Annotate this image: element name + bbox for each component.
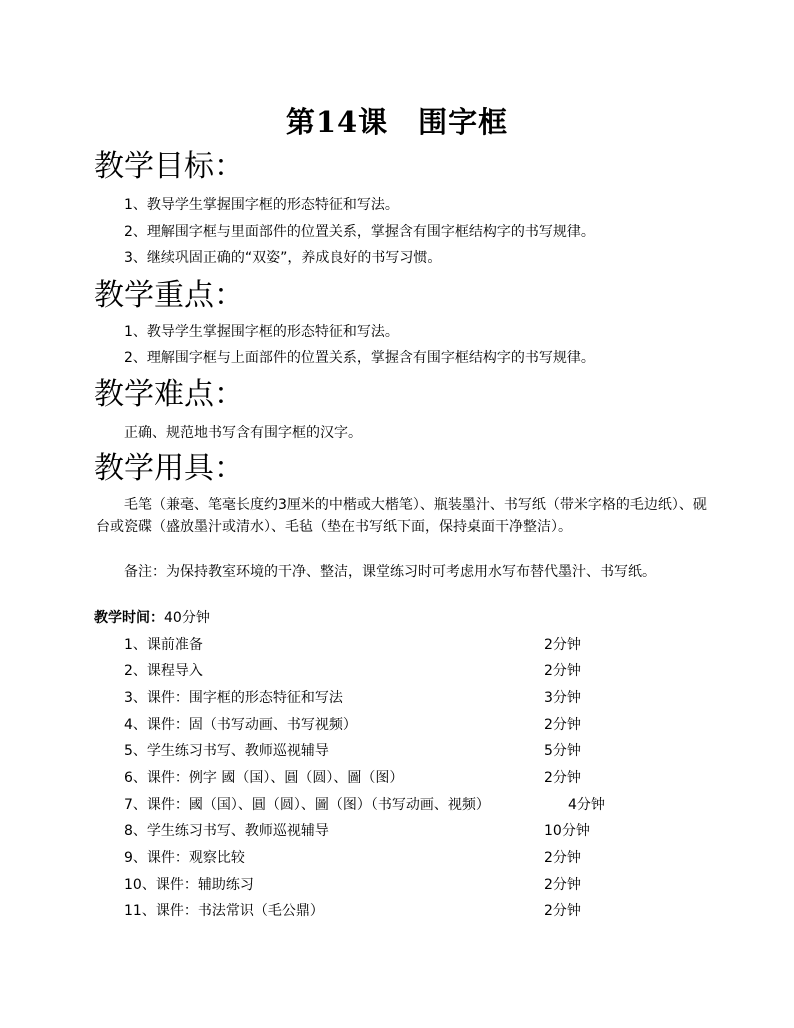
schedule-duration: 2分钟: [544, 877, 581, 893]
tools-note: 备注：为保持教室环境的干净、整洁，课堂练习时可考虑用水写布替代墨汁、书写纸。: [124, 564, 656, 580]
schedule-item: 10、课件：辅助练习: [124, 877, 254, 893]
goal-item: 3、继续巩固正确的“双姿”，养成良好的书写习惯。: [124, 250, 442, 266]
section-heading-key-points: 教学重点：: [94, 278, 244, 313]
teaching-time-label: 教学时间：: [94, 610, 164, 626]
schedule-duration: 2分钟: [544, 663, 581, 679]
goal-item: 1、教导学生掌握围字框的形态特征和写法。: [124, 197, 399, 213]
schedule-duration: 10分钟: [544, 823, 590, 839]
schedule-item: 9、课件：观察比较: [124, 850, 245, 866]
schedule-duration: 2分钟: [544, 717, 581, 733]
page-title: 第14课 围字框: [285, 105, 509, 139]
schedule-duration: 4分钟: [568, 797, 605, 813]
schedule-duration: 2分钟: [544, 903, 581, 919]
schedule-duration: 3分钟: [544, 690, 581, 706]
schedule-item: 11、课件：书法常识（毛公鼎）: [124, 903, 324, 919]
section-heading-difficulties: 教学难点：: [94, 377, 244, 412]
teaching-time: [94, 609, 210, 627]
section-heading-tools: 教学用具：: [94, 451, 244, 486]
teaching-time-value: 40分钟: [164, 610, 210, 626]
key-point-item: 1、教导学生掌握围字框的形态特征和写法。: [124, 324, 399, 340]
schedule-duration: 2分钟: [544, 850, 581, 866]
schedule-item: 1、课前准备: [124, 637, 203, 653]
goal-item: 2、理解围字框与里面部件的位置关系，掌握含有围字框结构字的书写规律。: [124, 224, 595, 240]
schedule-item: 3、课件：围字框的形态特征和写法: [124, 690, 343, 706]
section-heading-goals: 教学目标：: [94, 149, 244, 184]
schedule-duration: 2分钟: [544, 770, 581, 786]
difficulty-item: 正确、规范地书写含有围字框的汉字。: [124, 425, 362, 441]
key-point-item: 2、理解围字框与上面部件的位置关系，掌握含有围字框结构字的书写规律。: [124, 350, 595, 366]
schedule-item: 6、课件：例字 國（国）、圓（圆）、圖（图）: [124, 770, 404, 786]
schedule-item: 4、课件：固（书写动画、书写视频）: [124, 717, 357, 733]
schedule-item: 8、学生练习书写、教师巡视辅导: [124, 823, 329, 839]
schedule-item: 7、课件：國（国）、圓（圆）、圖（图）（书写动画、视频）: [124, 797, 490, 813]
schedule-item: 2、课程导入: [124, 663, 203, 679]
schedule-duration: 5分钟: [544, 743, 581, 759]
tools-paragraph: 毛笔（兼毫、笔毫长度约3厘米的中楷或大楷笔）、瓶装墨汁、书写纸（带米字格的毛边纸）、砚台或瓷碟（盛放墨汁或清水）、毛毡（垫在书写纸下面，保持桌面干净整洁）。: [96, 497, 707, 535]
schedule-duration: 2分钟: [544, 637, 581, 653]
schedule-item: 5、学生练习书写、教师巡视辅导: [124, 743, 329, 759]
